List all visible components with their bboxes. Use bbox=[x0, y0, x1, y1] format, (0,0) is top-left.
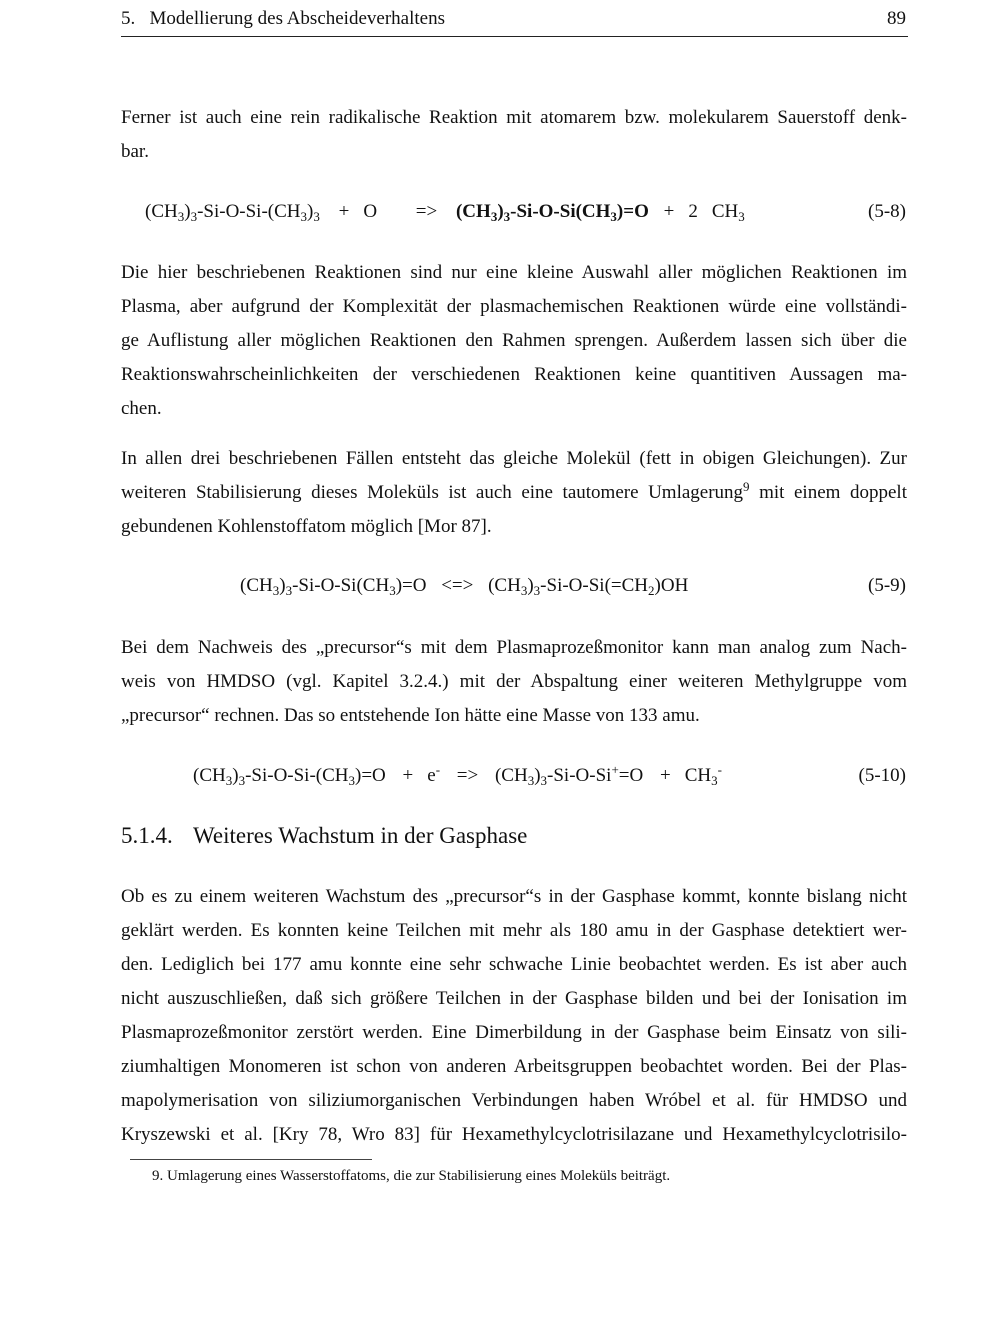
text-line: Plasma, aber aufgrund der Komplexität der plasmachemischen Reaktionen würde eine vollständi- bbox=[121, 296, 907, 317]
text-line: geklärt werden. Es konnten keine Teilchen mit mehr als 180 amu in der Gasphase detektiert wer- bbox=[121, 920, 907, 941]
text-line: nicht auszuschließen, daß sich größere Teilchen in der Gasphase bilden und bei der Ionisation im bbox=[121, 988, 907, 1009]
equation-5-9: $(CH_3)_3-Si-O-Si(CH_3)=O$ <=> $(CH_3)_3-Si-O-Si(=CH_2)OH$ bbox=[240, 575, 689, 598]
paragraph-precursor-detection bbox=[121, 631, 907, 733]
text-line: weis von HMDSO (vgl. Kapitel 3.2.4.) mit der Abspaltung einer weiteren Methylgruppe vom bbox=[121, 671, 907, 692]
equation-number: (5-8) bbox=[868, 201, 906, 222]
equation-number: (5-9) bbox=[868, 575, 906, 596]
text-line: chen. bbox=[121, 398, 162, 419]
footnote: 9. Umlagerung eines Wasserstoffatoms, die zur Stabilisierung eines Moleküls beiträgt. bbox=[152, 1168, 671, 1184]
bold-molecule: $(CH_3)_3-Si-O-Si(CH_3)=O$ bbox=[455, 201, 649, 224]
equation-number: (5-10) bbox=[858, 765, 906, 786]
footnote-divider bbox=[130, 1159, 372, 1160]
text-line: den. Lediglich bei 177 amu konnte eine sehr schwache Linie beobachtet werden. Es ist aber auch bbox=[121, 954, 907, 975]
text-line: Plasmaprozeßmonitor zerstört werden. Eine Dimerbildung in der Gasphase beim Einsatz von sili- bbox=[121, 1022, 907, 1043]
section-title: Weiteres Wachstum in der Gasphase bbox=[193, 823, 528, 848]
text-line: weiteren Stabilisierung dieses Moleküls ist auch eine tautomere Umlagerung$^9$ mit einem doppelt bbox=[121, 479, 907, 503]
paragraph-gas-phase-growth bbox=[121, 880, 907, 1152]
footnote-ref: 9 bbox=[743, 479, 750, 494]
text-line: bar. bbox=[121, 141, 149, 162]
running-header bbox=[121, 6, 908, 37]
text-line: Bei dem Nachweis des „precursor“s mit dem Plasmaprozeßmonitor kann man analog zum Nach- bbox=[121, 637, 907, 658]
paragraph-same-molecule bbox=[121, 442, 907, 544]
text-line: mapolymerisation von siliziumorganischen Verbindungen haben Wróbel et al. für HMDSO und bbox=[121, 1090, 907, 1111]
text-line: In allen drei beschriebenen Fällen entsteht das gleiche Molekül (fett in obigen Gleichungen). Zur bbox=[121, 448, 907, 469]
section-number: 5.1.4. bbox=[121, 823, 173, 848]
text-line: ge Auflistung aller möglichen Reaktionen den Rahmen sprengen. Außerdem lassen sich über die bbox=[121, 330, 907, 351]
paragraph-radical-reaction bbox=[121, 101, 907, 169]
text-line: Ferner ist auch eine rein radikalische Reaktion mit atomarem bzw. molekularem Sauerstoff denk- bbox=[121, 107, 907, 128]
section-heading bbox=[121, 823, 527, 849]
chapter-title: 5. Modellierung des Abscheideverhaltens bbox=[121, 8, 445, 29]
equation-5-8: $(CH_3)_3-Si-O-Si-(CH_3)_3 + O => (CH_3)_3-Si-O-Si(CH_3)=O + 2$ $CH_3$ bbox=[145, 201, 745, 224]
paragraph-reaction-selection bbox=[121, 256, 907, 426]
text-line: Reaktionswahrscheinlichkeiten der verschiedenen Reaktionen keine quantitiven Aussagen ma- bbox=[121, 364, 907, 385]
text-line: Kryszewski et al. [Kry 78, Wro 83] für Hexamethylcyclotrisilazane und Hexamethylcyclotrisilo- bbox=[121, 1124, 907, 1145]
text-line: gebundenen Kohlenstoffatom möglich [Mor 87]. bbox=[121, 516, 492, 537]
page-number: 89 bbox=[887, 8, 906, 29]
text-line: „precursor“ rechnen. Das so entstehende Ion hätte eine Masse von 133 amu. bbox=[121, 705, 700, 726]
text-line: Die hier beschriebenen Reaktionen sind nur eine kleine Auswahl aller möglichen Reaktionen im bbox=[121, 262, 907, 283]
text-line: ziumhaltigen Monomeren ist schon von anderen Arbeitsgruppen beobachtet worden. Bei der Plas- bbox=[121, 1056, 907, 1077]
equation-5-10: $(CH_3)_3-Si-O-Si-(CH_3)=O + e^- => (CH_3)_3-Si-O-Si^+=O + CH_3^-$ bbox=[193, 762, 722, 788]
text-line: Ob es zu einem weiteren Wachstum des „precursor“s in der Gasphase kommt, konnte bislang nicht bbox=[121, 886, 907, 907]
